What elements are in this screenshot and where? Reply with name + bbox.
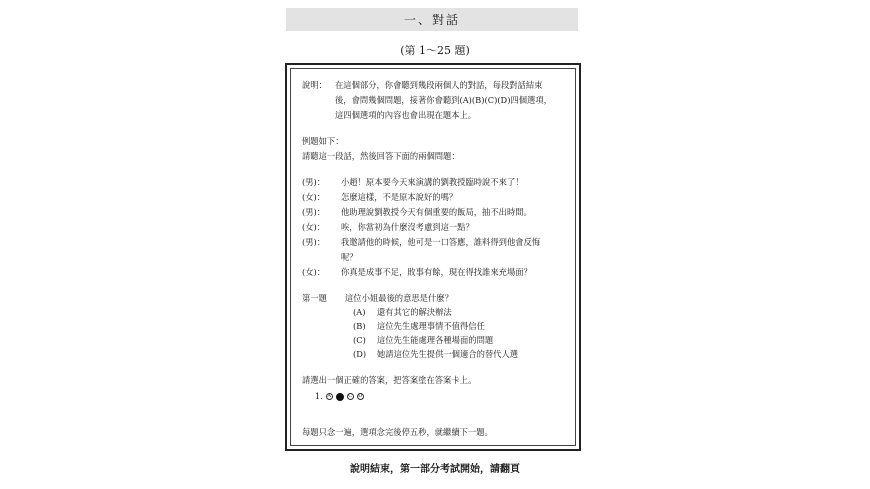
example-intro: 例題如下： [302, 136, 344, 146]
section-title: 一、對話 [286, 8, 578, 31]
dialogue-speaker: (女)： [302, 192, 326, 202]
dialogue-speaker: (男)： [302, 177, 326, 187]
answer-instruction: 請選出一個正確的答案，把答案塗在答案卡上。 [302, 375, 477, 385]
instructions-line: 在這個部分，你會聽到幾段兩個人的對話，每段對話結束 [335, 80, 543, 90]
option-text: 還有其它的解決辦法 [377, 307, 452, 317]
dialogue-speaker: (女)： [302, 267, 326, 277]
option-key: (C) [353, 335, 366, 345]
option-text: 她請這位先生提供一個適合的替代人選 [377, 349, 519, 359]
closing-note: 每題只念一遍，選項念完後停五秒，就繼續下一題。 [302, 427, 493, 437]
dialogue-speaker: (男)： [302, 237, 326, 247]
dialogue-line: 唉，你當初為什麼沒考慮到這一點？ [341, 222, 474, 232]
dialogue-speaker: (女)： [302, 222, 326, 232]
example-prompt: 請聽這一段話，然後回答下面的兩個問題： [302, 151, 460, 161]
instructions-line: 後，會問幾個問題，接著你會聽到(A)(B)(C)(D)四個選項， [335, 95, 552, 105]
option-text: 這位先生處理事情不值得信任 [377, 321, 485, 331]
dialogue-line: 呢？ [341, 252, 358, 262]
answer-bubble-c: C [348, 393, 353, 399]
footer-instruction: 說明結束，第一部分考試開始，請翻頁 [350, 464, 520, 475]
exam-page [268, 0, 602, 489]
question-label: 第一題 [302, 293, 327, 303]
dialogue-line: 小趙！原本要今天來演講的劉教授臨時說不來了！ [341, 177, 524, 187]
answer-number: 1. [315, 392, 323, 401]
question-text: 這位小姐最後的意思是什麼？ [345, 293, 453, 303]
answer-bubble-d: D [358, 393, 363, 399]
dialogue-line: 怎麼這樣，不是原本說好的嗎？ [341, 192, 458, 202]
instructions-line: 這四個選項的內容也會出現在題本上。 [335, 110, 477, 120]
option-key: (A) [353, 307, 366, 317]
dialogue-line: 他助理說劉教授今天有個重要的飯局，抽不出時間。 [341, 207, 532, 217]
question-range: (第 1～25 題) [400, 44, 470, 57]
answer-bubble-b-filled [336, 393, 344, 401]
answer-sheet-example [315, 392, 364, 401]
box-content [285, 0, 581, 489]
instructions-label: 說明： [302, 80, 327, 90]
option-key: (B) [353, 321, 366, 331]
answer-bubble-a: A [327, 393, 331, 399]
dialogue-speaker: (男)： [302, 207, 326, 217]
dialogue-line: 你真是成事不足，敗事有餘，現在得找誰來充場面？ [341, 267, 532, 277]
option-text: 這位先生能處理各種場面的問題 [377, 335, 494, 345]
dialogue-line: 我邀請他的時候，他可是一口答應，誰料得到他會反悔 [341, 237, 541, 247]
option-key: (D) [353, 349, 367, 359]
